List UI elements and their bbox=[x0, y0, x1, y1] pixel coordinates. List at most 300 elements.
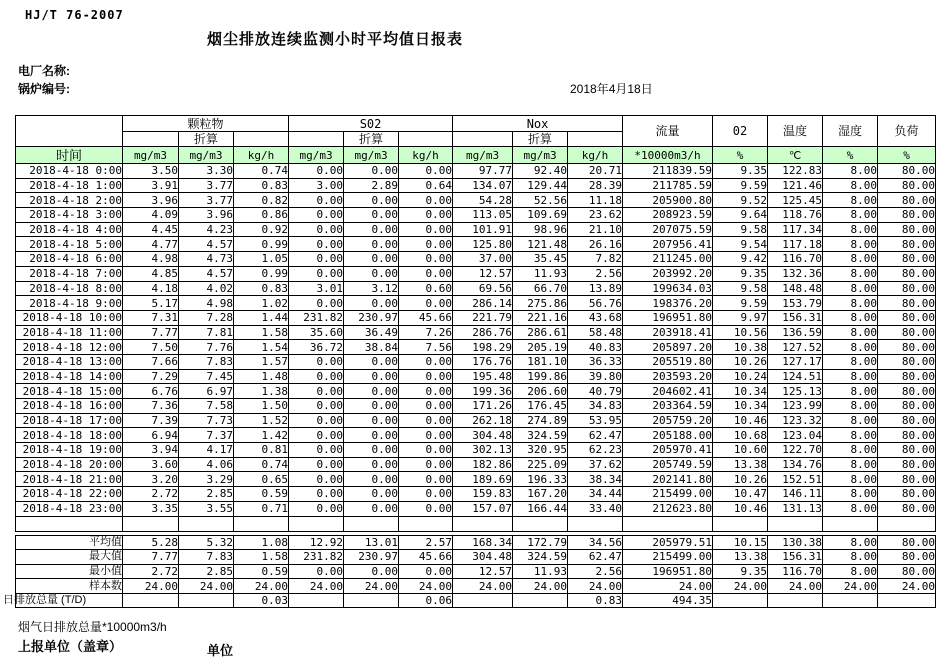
value-cell: 0.00 bbox=[344, 369, 399, 384]
summary-value-cell: 5.32 bbox=[179, 535, 234, 550]
unit-cell: % bbox=[878, 147, 936, 164]
value-cell: 121.46 bbox=[768, 178, 823, 193]
table-row bbox=[16, 164, 936, 179]
value-cell: 146.11 bbox=[768, 487, 823, 502]
value-cell: 195.48 bbox=[453, 369, 513, 384]
summary-label: 平均值 bbox=[16, 535, 123, 550]
value-cell: 286.76 bbox=[453, 325, 513, 340]
value-cell: 211785.59 bbox=[623, 178, 713, 193]
group-nox: Nox bbox=[453, 116, 623, 132]
value-cell: 0.00 bbox=[399, 354, 453, 369]
table-row bbox=[16, 252, 936, 267]
value-cell: 0.00 bbox=[289, 237, 344, 252]
value-cell: 7.29 bbox=[123, 369, 179, 384]
value-cell: 4.02 bbox=[179, 281, 234, 296]
value-cell: 101.91 bbox=[453, 222, 513, 237]
table-row bbox=[16, 222, 936, 237]
value-cell: 8.00 bbox=[823, 296, 878, 311]
value-cell: 205759.20 bbox=[623, 413, 713, 428]
blank-cell bbox=[453, 516, 513, 531]
value-cell: 1.48 bbox=[234, 369, 289, 384]
value-cell: 230.97 bbox=[344, 310, 399, 325]
value-cell: 8.00 bbox=[823, 413, 878, 428]
value-cell: 3.77 bbox=[179, 178, 234, 193]
value-cell: 4.57 bbox=[179, 237, 234, 252]
value-cell: 117.34 bbox=[768, 222, 823, 237]
table-row bbox=[16, 399, 936, 414]
column-flow: 流量 bbox=[623, 116, 713, 147]
value-cell: 225.09 bbox=[513, 457, 568, 472]
value-cell: 3.00 bbox=[289, 178, 344, 193]
summary-value-cell: 324.59 bbox=[513, 550, 568, 565]
blank-cell bbox=[399, 516, 453, 531]
value-cell: 7.83 bbox=[179, 354, 234, 369]
value-cell: 320.95 bbox=[513, 443, 568, 458]
blank-cell bbox=[123, 516, 179, 531]
value-cell: 215499.00 bbox=[623, 487, 713, 502]
summary-label: 最大值 bbox=[16, 550, 123, 565]
value-cell: 0.00 bbox=[399, 208, 453, 223]
value-cell: 80.00 bbox=[878, 208, 936, 223]
time-cell: 2018-4-18 10:00 bbox=[16, 310, 123, 325]
time-cell: 2018-4-18 6:00 bbox=[16, 252, 123, 267]
value-cell: 0.00 bbox=[399, 252, 453, 267]
value-cell: 8.00 bbox=[823, 354, 878, 369]
value-cell: 34.44 bbox=[568, 487, 623, 502]
summary-value-cell: 10.15 bbox=[713, 535, 768, 550]
value-cell: 69.56 bbox=[453, 281, 513, 296]
value-cell: 181.10 bbox=[513, 354, 568, 369]
value-cell: 3.29 bbox=[179, 472, 234, 487]
value-cell: 0.00 bbox=[399, 164, 453, 179]
unit-cell: mg/m3 bbox=[179, 147, 234, 164]
value-cell: 0.00 bbox=[399, 413, 453, 428]
summary-value-cell: 2.72 bbox=[123, 564, 179, 579]
value-cell: 0.00 bbox=[344, 399, 399, 414]
table-row bbox=[16, 310, 936, 325]
summary-value-cell: 80.00 bbox=[878, 535, 936, 550]
summary-value-cell: 24.00 bbox=[623, 579, 713, 594]
value-cell: 6.76 bbox=[123, 384, 179, 399]
value-cell: 23.62 bbox=[568, 208, 623, 223]
time-column-blank-cell bbox=[16, 116, 123, 147]
blank-cell bbox=[713, 516, 768, 531]
value-cell: 1.52 bbox=[234, 413, 289, 428]
value-cell: 7.81 bbox=[179, 325, 234, 340]
value-cell: 10.47 bbox=[713, 487, 768, 502]
summary-value-cell: 13.38 bbox=[713, 550, 768, 565]
table-row bbox=[16, 296, 936, 311]
blank-cell bbox=[513, 516, 568, 531]
value-cell: 20.71 bbox=[568, 164, 623, 179]
value-cell: 8.00 bbox=[823, 164, 878, 179]
value-cell: 35.45 bbox=[513, 252, 568, 267]
summary-value-cell bbox=[768, 593, 823, 608]
summary-rows bbox=[3, 531, 936, 608]
value-cell: 304.48 bbox=[453, 428, 513, 443]
table-row bbox=[16, 193, 936, 208]
value-cell: 2.85 bbox=[179, 487, 234, 502]
value-cell: 7.77 bbox=[123, 325, 179, 340]
value-cell: 1.50 bbox=[234, 399, 289, 414]
value-cell: 7.26 bbox=[399, 325, 453, 340]
summary-value-cell: 8.00 bbox=[823, 564, 878, 579]
value-cell: 136.59 bbox=[768, 325, 823, 340]
value-cell: 0.00 bbox=[289, 296, 344, 311]
value-cell: 4.18 bbox=[123, 281, 179, 296]
table-row bbox=[16, 266, 936, 281]
blank-cell bbox=[234, 516, 289, 531]
value-cell: 123.04 bbox=[768, 428, 823, 443]
value-cell: 80.00 bbox=[878, 281, 936, 296]
value-cell: 0.00 bbox=[289, 399, 344, 414]
value-cell: 204602.41 bbox=[623, 384, 713, 399]
value-cell: 4.17 bbox=[179, 443, 234, 458]
value-cell: 0.00 bbox=[344, 501, 399, 516]
report-table bbox=[3, 115, 936, 608]
value-cell: 45.66 bbox=[399, 310, 453, 325]
value-cell: 80.00 bbox=[878, 252, 936, 267]
time-cell: 2018-4-18 15:00 bbox=[16, 384, 123, 399]
value-cell: 122.83 bbox=[768, 164, 823, 179]
value-cell: 13.38 bbox=[713, 457, 768, 472]
value-cell: 156.31 bbox=[768, 310, 823, 325]
summary-value-cell: 24.00 bbox=[179, 579, 234, 594]
summary-value-cell: 2.57 bbox=[399, 535, 453, 550]
value-cell: 0.00 bbox=[289, 428, 344, 443]
summary-value-cell bbox=[179, 593, 234, 608]
value-cell: 8.00 bbox=[823, 178, 878, 193]
value-cell: 43.68 bbox=[568, 310, 623, 325]
summary-value-cell: 24.00 bbox=[123, 579, 179, 594]
value-cell: 4.45 bbox=[123, 222, 179, 237]
summary-value-cell: 172.79 bbox=[513, 535, 568, 550]
summary-value-cell: 8.00 bbox=[823, 535, 878, 550]
time-cell: 2018-4-18 0:00 bbox=[16, 164, 123, 179]
summary-value-cell: 0.59 bbox=[234, 564, 289, 579]
summary-value-cell: 156.31 bbox=[768, 550, 823, 565]
value-cell: 9.59 bbox=[713, 296, 768, 311]
value-cell: 0.00 bbox=[289, 384, 344, 399]
value-cell: 66.70 bbox=[513, 281, 568, 296]
value-cell: 0.00 bbox=[344, 384, 399, 399]
value-cell: 221.16 bbox=[513, 310, 568, 325]
time-cell: 2018-4-18 12:00 bbox=[16, 340, 123, 355]
value-cell: 7.37 bbox=[179, 428, 234, 443]
value-cell: 132.36 bbox=[768, 266, 823, 281]
value-cell: 3.20 bbox=[123, 472, 179, 487]
value-cell: 231.82 bbox=[289, 310, 344, 325]
unit-cell: mg/m3 bbox=[123, 147, 179, 164]
value-cell: 4.73 bbox=[179, 252, 234, 267]
blank-cell bbox=[768, 516, 823, 531]
value-cell: 58.48 bbox=[568, 325, 623, 340]
summary-value-cell: 0.00 bbox=[399, 564, 453, 579]
time-cell: 2018-4-18 2:00 bbox=[16, 193, 123, 208]
value-cell: 0.00 bbox=[399, 296, 453, 311]
summary-value-cell: 24.00 bbox=[289, 579, 344, 594]
summary-value-cell: 45.66 bbox=[399, 550, 453, 565]
summary-value-cell: 12.57 bbox=[453, 564, 513, 579]
value-cell: 38.34 bbox=[568, 472, 623, 487]
value-cell: 54.28 bbox=[453, 193, 513, 208]
value-cell: 152.51 bbox=[768, 472, 823, 487]
value-cell: 0.81 bbox=[234, 443, 289, 458]
value-cell: 0.00 bbox=[289, 443, 344, 458]
value-cell: 199.86 bbox=[513, 369, 568, 384]
value-cell: 7.28 bbox=[179, 310, 234, 325]
value-cell: 0.00 bbox=[289, 222, 344, 237]
value-cell: 0.00 bbox=[344, 208, 399, 223]
table-row bbox=[16, 325, 936, 340]
blank-cell bbox=[16, 516, 123, 531]
value-cell: 8.00 bbox=[823, 281, 878, 296]
value-cell: 203364.59 bbox=[623, 399, 713, 414]
time-cell: 2018-4-18 4:00 bbox=[16, 222, 123, 237]
summary-label: 样本数 bbox=[16, 579, 123, 594]
value-cell: 38.84 bbox=[344, 340, 399, 355]
value-cell: 122.70 bbox=[768, 443, 823, 458]
value-cell: 8.00 bbox=[823, 237, 878, 252]
value-cell: 7.50 bbox=[123, 340, 179, 355]
summary-value-cell: 8.00 bbox=[823, 550, 878, 565]
value-cell: 4.57 bbox=[179, 266, 234, 281]
summary-value-cell: 0.03 bbox=[234, 593, 289, 608]
unit-cell: mg/m3 bbox=[453, 147, 513, 164]
value-cell: 80.00 bbox=[878, 237, 936, 252]
value-cell: 80.00 bbox=[878, 413, 936, 428]
value-cell: 8.00 bbox=[823, 384, 878, 399]
value-cell: 1.57 bbox=[234, 354, 289, 369]
unit-cell: kg/h bbox=[568, 147, 623, 164]
value-cell: 0.00 bbox=[399, 266, 453, 281]
value-cell: 8.00 bbox=[823, 472, 878, 487]
value-cell: 211839.59 bbox=[623, 164, 713, 179]
boiler-number-label: 锅炉编号: bbox=[18, 82, 70, 96]
table-row bbox=[16, 457, 936, 472]
value-cell: 0.99 bbox=[234, 266, 289, 281]
value-cell: 0.00 bbox=[289, 413, 344, 428]
summary-row bbox=[16, 535, 936, 550]
value-cell: 9.58 bbox=[713, 281, 768, 296]
value-cell: 0.00 bbox=[344, 252, 399, 267]
blank-cell bbox=[234, 132, 289, 147]
summary-value-cell: 80.00 bbox=[878, 550, 936, 565]
unit-cell: % bbox=[713, 147, 768, 164]
value-cell: 8.00 bbox=[823, 399, 878, 414]
table-row bbox=[16, 340, 936, 355]
value-cell: 3.30 bbox=[179, 164, 234, 179]
time-cell: 2018-4-18 3:00 bbox=[16, 208, 123, 223]
value-cell: 205900.80 bbox=[623, 193, 713, 208]
value-cell: 13.89 bbox=[568, 281, 623, 296]
value-cell: 36.49 bbox=[344, 325, 399, 340]
value-cell: 182.86 bbox=[453, 457, 513, 472]
summary-value-cell bbox=[878, 593, 936, 608]
value-cell: 37.00 bbox=[453, 252, 513, 267]
summary-value-cell: 0.83 bbox=[568, 593, 623, 608]
value-cell: 9.59 bbox=[713, 178, 768, 193]
value-cell: 7.82 bbox=[568, 252, 623, 267]
blank-cell bbox=[123, 132, 179, 147]
value-cell: 125.45 bbox=[768, 193, 823, 208]
blank-cell bbox=[823, 516, 878, 531]
value-cell: 80.00 bbox=[878, 340, 936, 355]
report-title: 烟尘排放连续监测小时平均值日报表 bbox=[207, 31, 464, 48]
value-cell: 6.97 bbox=[179, 384, 234, 399]
value-cell: 148.48 bbox=[768, 281, 823, 296]
value-cell: 0.00 bbox=[399, 399, 453, 414]
value-cell: 124.51 bbox=[768, 369, 823, 384]
value-cell: 5.17 bbox=[123, 296, 179, 311]
value-cell: 52.56 bbox=[513, 193, 568, 208]
value-cell: 33.40 bbox=[568, 501, 623, 516]
value-cell: 113.05 bbox=[453, 208, 513, 223]
value-cell: 0.82 bbox=[234, 193, 289, 208]
value-cell: 127.52 bbox=[768, 340, 823, 355]
time-cell: 2018-4-18 14:00 bbox=[16, 369, 123, 384]
summary-value-cell: 116.70 bbox=[768, 564, 823, 579]
summary-value-cell: 0.06 bbox=[399, 593, 453, 608]
value-cell: 171.26 bbox=[453, 399, 513, 414]
value-cell: 40.79 bbox=[568, 384, 623, 399]
value-cell: 7.36 bbox=[123, 399, 179, 414]
blank-cell bbox=[568, 132, 623, 147]
summary-value-cell: 24.00 bbox=[513, 579, 568, 594]
value-cell: 98.96 bbox=[513, 222, 568, 237]
unit-cell: *10000m3/h bbox=[623, 147, 713, 164]
time-cell: 2018-4-18 5:00 bbox=[16, 237, 123, 252]
value-cell: 36.72 bbox=[289, 340, 344, 355]
value-cell: 0.00 bbox=[344, 237, 399, 252]
summary-value-cell: 34.56 bbox=[568, 535, 623, 550]
value-cell: 80.00 bbox=[878, 472, 936, 487]
value-cell: 0.00 bbox=[289, 208, 344, 223]
value-cell: 10.68 bbox=[713, 428, 768, 443]
value-cell: 8.00 bbox=[823, 193, 878, 208]
unit-label: 单位 bbox=[207, 643, 234, 657]
value-cell: 80.00 bbox=[878, 266, 936, 281]
value-cell: 80.00 bbox=[878, 443, 936, 458]
summary-label: 最小值 bbox=[16, 564, 123, 579]
value-cell: 9.35 bbox=[713, 164, 768, 179]
value-cell: 205188.00 bbox=[623, 428, 713, 443]
table-row bbox=[16, 369, 936, 384]
value-cell: 199.36 bbox=[453, 384, 513, 399]
value-cell: 3.50 bbox=[123, 164, 179, 179]
value-cell: 205.19 bbox=[513, 340, 568, 355]
value-cell: 3.96 bbox=[123, 193, 179, 208]
summary-value-cell: 231.82 bbox=[289, 550, 344, 565]
value-cell: 53.95 bbox=[568, 413, 623, 428]
value-cell: 9.42 bbox=[713, 252, 768, 267]
blank-cell bbox=[179, 516, 234, 531]
summary-value-cell: 7.83 bbox=[179, 550, 234, 565]
summary-value-cell bbox=[513, 593, 568, 608]
value-cell: 117.18 bbox=[768, 237, 823, 252]
summary-value-cell: 13.01 bbox=[344, 535, 399, 550]
value-cell: 8.00 bbox=[823, 428, 878, 443]
summary-value-cell: 230.97 bbox=[344, 550, 399, 565]
value-cell: 3.55 bbox=[179, 501, 234, 516]
summary-value-cell: 130.38 bbox=[768, 535, 823, 550]
value-cell: 118.76 bbox=[768, 208, 823, 223]
value-cell: 0.00 bbox=[399, 472, 453, 487]
time-cell: 2018-4-18 13:00 bbox=[16, 354, 123, 369]
value-cell: 1.02 bbox=[234, 296, 289, 311]
value-cell: 8.00 bbox=[823, 340, 878, 355]
summary-value-cell: 1.58 bbox=[234, 550, 289, 565]
value-cell: 302.13 bbox=[453, 443, 513, 458]
value-cell: 56.76 bbox=[568, 296, 623, 311]
standard-code: HJ/T 76-2007 bbox=[25, 8, 124, 22]
unit-cell: mg/m3 bbox=[344, 147, 399, 164]
value-cell: 9.97 bbox=[713, 310, 768, 325]
value-cell: 8.00 bbox=[823, 501, 878, 516]
report-date: 2018年4月18日 bbox=[570, 82, 653, 96]
time-header: 时间 bbox=[16, 147, 123, 164]
value-cell: 203918.41 bbox=[623, 325, 713, 340]
value-cell: 0.74 bbox=[234, 164, 289, 179]
value-cell: 0.00 bbox=[344, 222, 399, 237]
value-cell: 203992.20 bbox=[623, 266, 713, 281]
value-cell: 274.89 bbox=[513, 413, 568, 428]
reporting-unit-label: 上报单位（盖章） bbox=[18, 639, 123, 654]
value-cell: 134.76 bbox=[768, 457, 823, 472]
summary-value-cell bbox=[344, 593, 399, 608]
value-cell: 10.46 bbox=[713, 501, 768, 516]
blank-cell bbox=[399, 132, 453, 147]
value-cell: 7.76 bbox=[179, 340, 234, 355]
summary-value-cell: 11.93 bbox=[513, 564, 568, 579]
value-cell: 205970.41 bbox=[623, 443, 713, 458]
value-cell: 0.00 bbox=[399, 443, 453, 458]
value-cell: 0.83 bbox=[234, 281, 289, 296]
value-cell: 134.07 bbox=[453, 178, 513, 193]
value-cell: 0.00 bbox=[289, 164, 344, 179]
summary-value-cell: 494.35 bbox=[623, 593, 713, 608]
value-cell: 166.44 bbox=[513, 501, 568, 516]
value-cell: 11.18 bbox=[568, 193, 623, 208]
value-cell: 1.44 bbox=[234, 310, 289, 325]
flue-gas-total-label: 烟气日排放总量*10000m3/h bbox=[18, 620, 167, 634]
value-cell: 0.00 bbox=[399, 369, 453, 384]
summary-value-cell: 24.00 bbox=[344, 579, 399, 594]
value-cell: 0.00 bbox=[344, 472, 399, 487]
value-cell: 206.60 bbox=[513, 384, 568, 399]
value-cell: 212623.80 bbox=[623, 501, 713, 516]
value-cell: 0.00 bbox=[344, 428, 399, 443]
summary-row bbox=[16, 593, 936, 608]
value-cell: 0.83 bbox=[234, 178, 289, 193]
column-load: 负荷 bbox=[878, 116, 936, 147]
unit-cell: kg/h bbox=[234, 147, 289, 164]
value-cell: 0.00 bbox=[289, 501, 344, 516]
summary-value-cell: 196951.80 bbox=[623, 564, 713, 579]
value-cell: 0.00 bbox=[399, 237, 453, 252]
value-cell: 12.57 bbox=[453, 266, 513, 281]
time-cell: 2018-4-18 11:00 bbox=[16, 325, 123, 340]
value-cell: 10.26 bbox=[713, 354, 768, 369]
value-cell: 3.91 bbox=[123, 178, 179, 193]
time-cell: 2018-4-18 9:00 bbox=[16, 296, 123, 311]
data-rows bbox=[16, 164, 936, 532]
value-cell: 7.73 bbox=[179, 413, 234, 428]
value-cell: 8.00 bbox=[823, 222, 878, 237]
value-cell: 36.33 bbox=[568, 354, 623, 369]
summary-value-cell: 80.00 bbox=[878, 564, 936, 579]
value-cell: 3.01 bbox=[289, 281, 344, 296]
